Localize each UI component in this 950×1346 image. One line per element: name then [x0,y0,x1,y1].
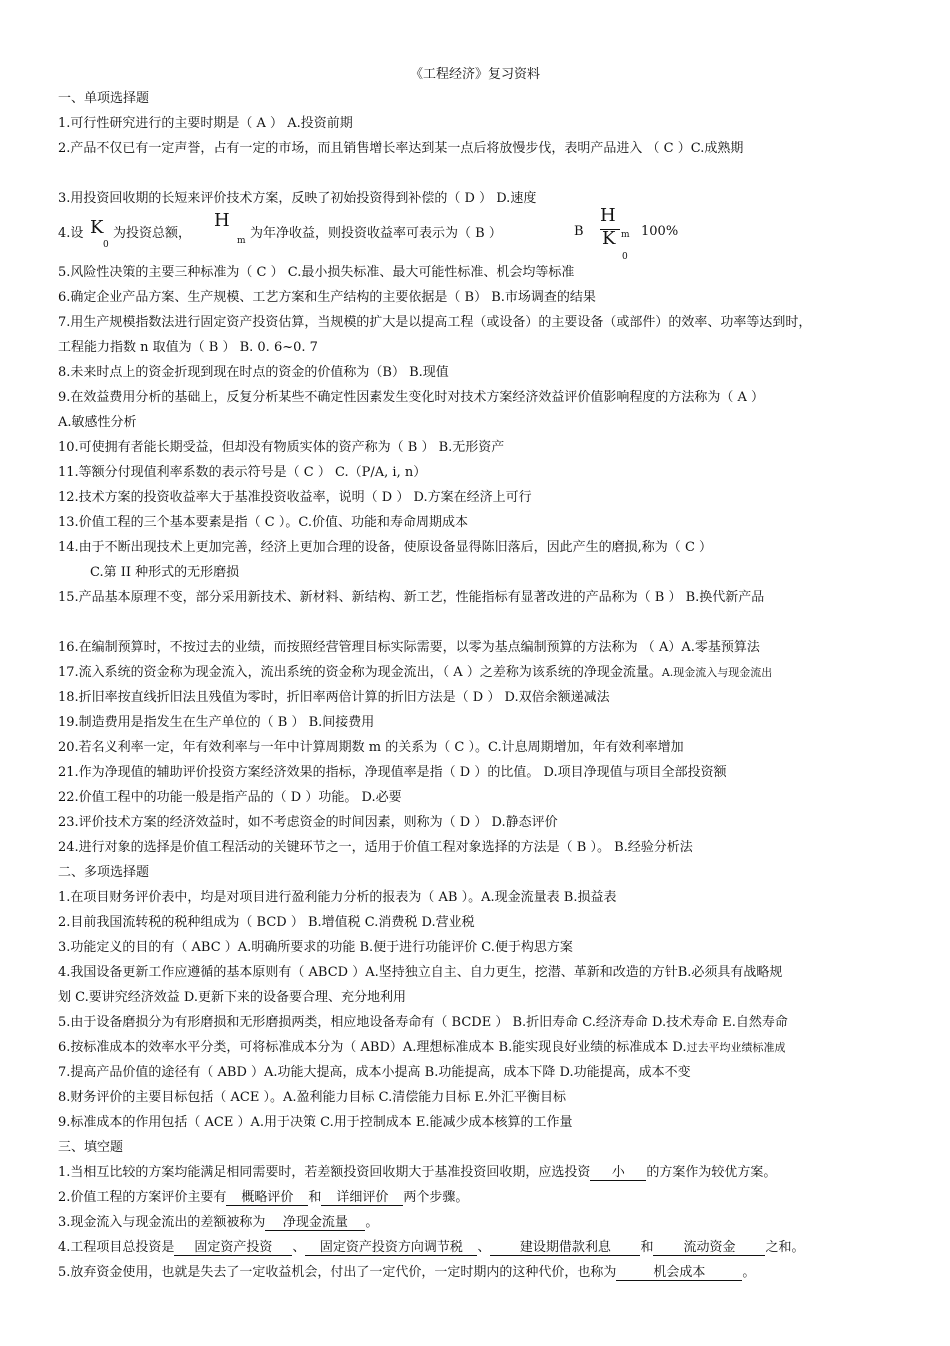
fill-answer: 净现金流量 [265,1216,365,1231]
fill-answer: 机会成本 [616,1266,742,1281]
question: 2.产品不仅已有一定声誉，占有一定的市场，而且销售增长率达到某一点后将放慢步伐，表明产品进入 （ C ）C.成熟期 [58,141,744,156]
page-title: 《工程经济》复习资料 [409,67,540,82]
question: 12.技术方案的投资收益率大于基准投资收益率，说明（ D ） D.方案在经济上可行 [58,490,532,505]
question-4-text: 为年净收益，则投资收益率可表示为（ B ） [250,226,502,241]
question: 19.制造费用是指发生在生产单位的（ B ） B.间接费用 [58,715,375,730]
question: 工程能力指数 n 取值为（ B ） B. 0. 6~0. 7 [58,340,318,355]
question: 9.在效益费用分析的基础上，反复分析某些不确定性因素发生变化时对技术方案经济效益评价值影响程度的方法称为（ A ） [58,390,765,405]
fill-text: 和 [308,1190,322,1205]
section-heading: 三、填空题 [58,1140,124,1155]
question-text: 17.流入系统的资金称为现金流入，流出系统的资金称为现金流出，（ A ）之差称为该系统的净现金流量。 [58,665,662,680]
fill-text: 。 [742,1265,756,1280]
section-heading: 一、单项选择题 [58,91,150,106]
fill-text: 、 [477,1240,491,1255]
question: 5.由于设备磨损分为有形磨损和无形磨损两类，相应地设备寿命有（ BCDE ） B.折旧寿命 C.经济寿命 D.技术寿命 E.自然寿命 [58,1015,788,1030]
question: 22.价值工程中的功能一般是指产品的（ D ）功能。 D.必要 [58,790,402,805]
fill-question [58,1264,755,1282]
fill-text: 4.工程项目总投资是 [58,1240,175,1255]
fill-answer: 小 [590,1166,646,1181]
question: 23.评价技术方案的经济效益时，如不考虑资金的时间因素，则称为（ D ） D.静态评价 [58,815,558,830]
fill-text: 3.现金流入与现金流出的差额被称为 [58,1215,266,1230]
fill-question [58,1214,378,1232]
question: 3.用投资回收期的长短来评价技术方案，反映了初始投资得到补偿的（ D ） D.速度 [58,191,537,206]
question: 4.我国设备更新工作应遵循的基本原则有（ ABCD ）A.坚持独立自主、自力更生，挖潜、革新和改造的方针B.必须具有战略规 [58,965,783,980]
question: C.第 II 种形式的无形磨损 [90,565,240,580]
question: 15.产品基本原理不变，部分采用新技术、新材料、新结构、新工艺，性能指标有显著改进的产品称为（ B ） B.换代新产品 [58,590,765,605]
question: 18.折旧率按直线折旧法且残值为零时，折旧率两倍计算的折旧方法是（ D ） D.双倍余额递减法 [58,690,610,705]
question: 20.若名义利率一定，年有效利率与一年中计算周期数 m 的关系为（ C ）。C.计息周期增加，年有效利率增加 [58,740,684,755]
fill-text: 和 [640,1240,654,1255]
fill-text: 。 [365,1215,379,1230]
question: 21.作为净现值的辅助评价投资方案经济效果的指标，净现值率是指（ D ）的比值。 D.项目净现值与项目全部投资额 [58,765,727,780]
question: 7.用生产规模指数法进行固定资产投资估算，当规模的扩大是以提高工程（或设备）的主要设备（或部件）的效率、功率等达到时， [58,315,812,330]
answer-small: A.现金流入与现金流出 [661,666,773,679]
question: A.敏感性分析 [58,415,137,430]
question: 24.进行对象的选择是价值工程活动的关键环节之一，适用于价值工程对象选择的方法是（ B ）。 B.经验分析法 [58,840,693,855]
subscript: 0 [622,252,628,262]
question-4-text: 4.设 [58,226,84,241]
question: 2.目前我国流转税的税种组成为（ BCD ） B.增值税 C.消费税 D.营业税 [58,915,475,930]
fill-answer: 固定资产投资 [174,1241,292,1256]
question: 8.未来时点上的资金折现到现在时点的资金的价值称为（B） B.现值 [58,365,449,380]
question: 7.提高产品价值的途径有（ ABD ）A.功能大提高，成本小提高 B.功能提高，成本下降 D.功能提高，成本不变 [58,1065,691,1080]
symbol-h: H [214,210,230,231]
section-heading: 二、多项选择题 [58,865,150,880]
question: 3.功能定义的目的有（ ABC ）A.明确所要求的功能 B.便于进行功能评价 C.便于构思方案 [58,940,573,955]
fill-text: 5.放弃资金使用，也就是失去了一定收益机会，付出了一定代价，一定时期内的这种代价，也称为 [58,1265,617,1280]
subscript: 0 [103,240,109,250]
answer-small: 过去平均业绩标准成 [686,1041,786,1054]
fill-text: 、 [292,1240,306,1255]
question: 5.风险性决策的主要三种标准为（ C ） C.最小损失标准、最大可能性标准、机会均等标准 [58,265,575,280]
fill-question [58,1189,468,1207]
fill-text: 之和。 [765,1240,805,1255]
question: 16.在编制预算时，不按过去的业绩，而按照经营管理目标实际需要，以零为基点编制预算的方法称为 （ A）A.零基预算法 [58,640,760,655]
question: 6.确定企业产品方案、生产规模、工艺方案和生产结构的主要依据是（ B） B.市场调查的结果 [58,290,596,305]
percent: 100% [641,224,679,239]
question: 13.价值工程的三个基本要素是指（ C ）。C.价值、功能和寿命周期成本 [58,515,469,530]
fill-answer: 流动资金 [653,1241,765,1256]
fraction-numerator: H [600,205,616,226]
question: 11.等额分付现值利率系数的表示符号是（ C ） C.（P/A, i, n） [58,465,427,480]
question-text: 6.按标准成本的效率水平分类，可将标准成本分为（ ABD）A.理想标准成本 B.能实现良好业绩的标准成本 D. [58,1040,687,1055]
fill-text: 两个步骤。 [403,1190,469,1205]
question [58,1039,785,1057]
fraction-denominator: K [602,228,616,249]
question-4-text: 为投资总额， [113,226,192,241]
fill-answer: 详细评价 [321,1191,403,1206]
question [58,664,772,682]
fill-text: 1.当相互比较的方案均能满足相同需要时，若差额投资回收期大于基准投资回收期，应选投资 [58,1165,591,1180]
fill-answer: 建设期借款利息 [490,1241,640,1256]
fill-answer: 固定资产投资方向调节税 [305,1241,477,1256]
subscript: m [621,230,630,240]
question: 划 C.要讲究经济效益 D.更新下来的设备要合理、充分地利用 [58,990,406,1005]
answer-letter: B [574,224,584,239]
question: 14.由于不断出现技术上更加完善，经济上更加合理的设备，使原设备显得陈旧落后，因此产生的磨损,称为（ C ） [58,540,713,555]
question: 10.可使拥有者能长期受益，但却没有物质实体的资产称为（ B ） B.无形资产 [58,440,505,455]
fill-question [58,1239,804,1257]
fill-text: 的方案作为较优方案。 [646,1165,777,1180]
fill-text: 2.价值工程的方案评价主要有 [58,1190,227,1205]
fill-answer: 概略评价 [226,1191,308,1206]
question: 8.财务评价的主要目标包括（ ACE ）。A.盈利能力目标 C.清偿能力目标 E.外汇平衡目标 [58,1090,567,1105]
symbol-k: K [90,217,104,238]
fill-question [58,1164,776,1182]
question: 9.标准成本的作用包括（ ACE ）A.用于决策 C.用于控制成本 E.能减少成本核算的工作量 [58,1115,573,1130]
question: 1.可行性研究进行的主要时期是（ A ） A.投资前期 [58,116,353,131]
question: 1.在项目财务评价表中，均是对项目进行盈利能力分析的报表为（ AB ）。A.现金流量表 B.损益表 [58,890,617,905]
subscript: m [237,236,246,246]
